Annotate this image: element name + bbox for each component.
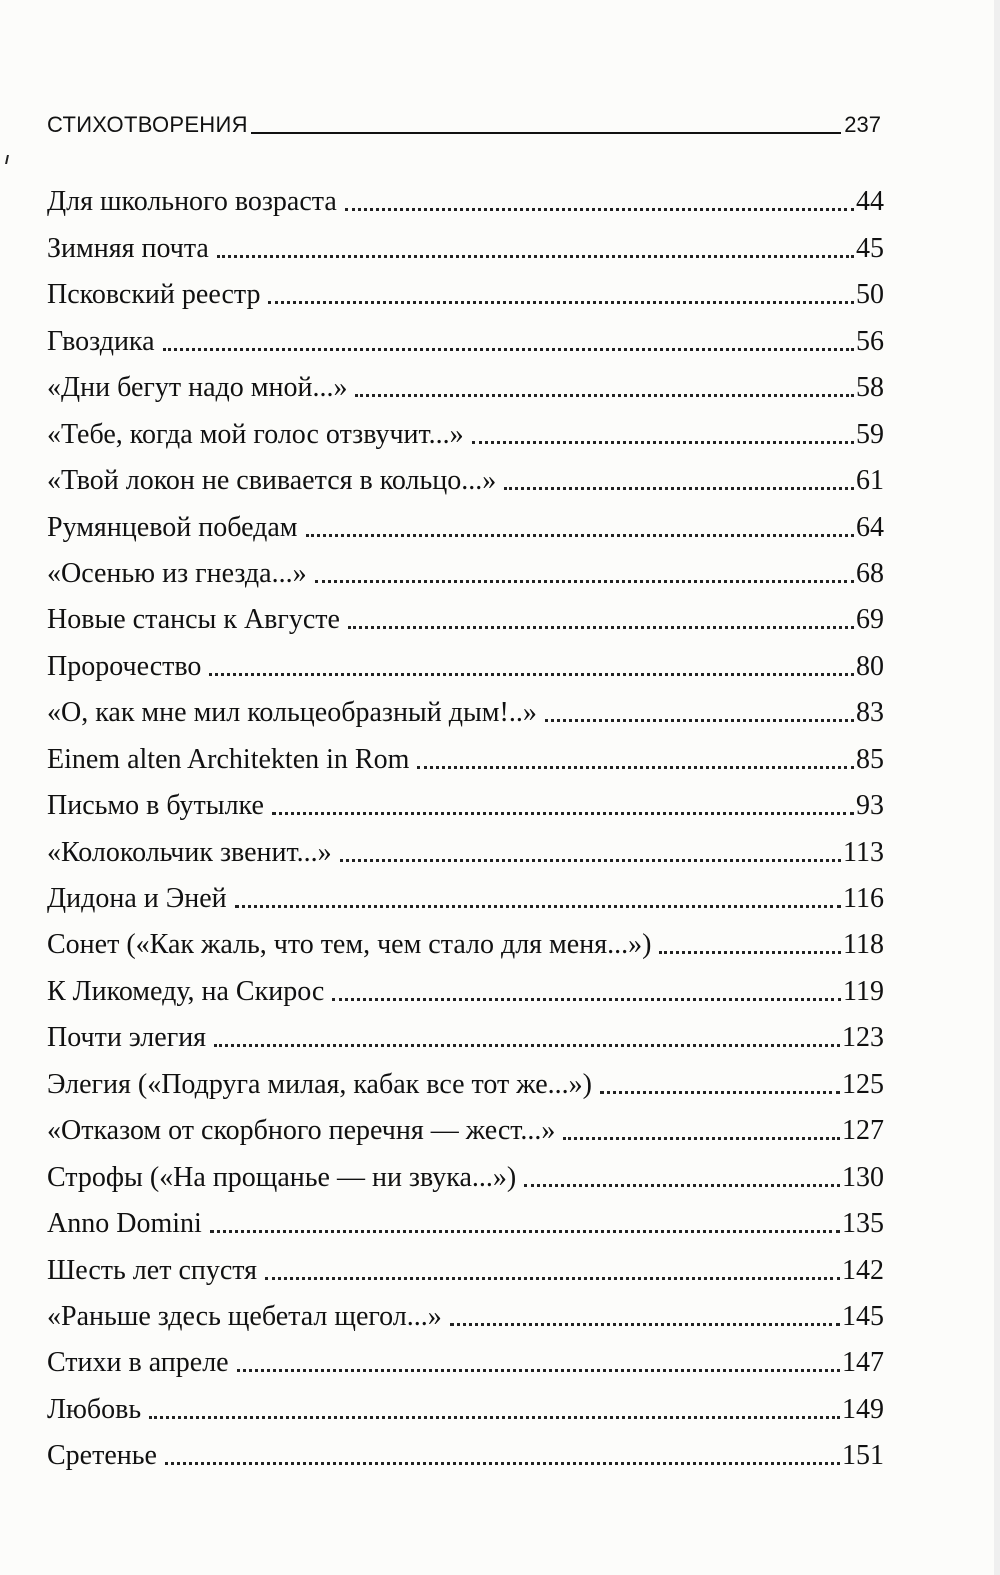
running-head xyxy=(47,104,881,138)
toc-entry-page: 68 xyxy=(856,557,884,589)
toc-entry xyxy=(47,358,884,404)
toc-entry-page: 147 xyxy=(842,1347,884,1379)
section-title: СТИХОТВОРЕНИЯ xyxy=(47,112,248,137)
toc-entry-title: Почти элегия xyxy=(47,1022,207,1054)
table-of-contents xyxy=(47,172,884,1472)
dot-leader xyxy=(235,905,841,908)
toc-entry-title: Письмо в бутылке xyxy=(47,790,264,822)
toc-entry-title: «Дни бегут надо мной...» xyxy=(47,372,348,404)
toc-entry-title: Пророчество xyxy=(47,650,202,682)
toc-entry-title: Сонет («Как жаль, что тем, чем стало для меня...») xyxy=(47,929,652,961)
dot-leader xyxy=(332,998,841,1001)
toc-entry-title: «Твой локон не свивается в кольцо...» xyxy=(47,465,497,497)
toc-entry-title: Для школьного возраста xyxy=(47,186,337,218)
toc-entry-page: 50 xyxy=(856,279,884,311)
toc-entry-title: Сретенье xyxy=(47,1440,157,1472)
toc-entry-title: Строфы («На прощанье — ни звука...») xyxy=(47,1161,517,1193)
toc-entry xyxy=(47,636,884,682)
toc-entry xyxy=(47,1240,884,1286)
toc-entry-page: 44 xyxy=(856,186,884,218)
toc-entry-page: 58 xyxy=(856,372,884,404)
dot-leader xyxy=(504,487,854,490)
dot-leader xyxy=(524,1184,840,1187)
toc-entry-page: 119 xyxy=(843,975,884,1007)
toc-entry-title: Любовь xyxy=(47,1393,142,1425)
dot-leader xyxy=(210,1230,840,1233)
toc-entry-title: Гвоздика xyxy=(47,325,155,357)
dot-leader xyxy=(165,1462,840,1465)
toc-entry xyxy=(47,776,884,822)
toc-entry-title: «Колокольчик звенит...» xyxy=(47,836,332,868)
dot-leader xyxy=(545,719,854,722)
toc-entry xyxy=(47,1101,884,1147)
toc-entry xyxy=(47,172,884,218)
dot-leader xyxy=(237,1369,840,1372)
dot-leader xyxy=(265,1277,840,1280)
toc-entry-page: 64 xyxy=(856,511,884,543)
toc-entry xyxy=(47,544,884,590)
toc-entry-page: 135 xyxy=(842,1208,884,1240)
dot-leader xyxy=(214,1044,840,1047)
toc-entry-page: 59 xyxy=(856,418,884,450)
toc-entry xyxy=(47,265,884,311)
toc-entry xyxy=(47,1147,884,1193)
toc-entry xyxy=(47,1008,884,1054)
toc-entry-title: К Ликомеду, на Скирос xyxy=(47,975,325,1007)
toc-entry-title: «Отказом от скорбного перечня — жест...» xyxy=(47,1115,556,1147)
toc-entry xyxy=(47,590,884,636)
toc-entry xyxy=(47,683,884,729)
dot-leader xyxy=(472,441,854,444)
toc-entry-title: «О, как мне мил кольцеобразный дым!..» xyxy=(47,697,537,729)
dot-leader xyxy=(209,673,854,676)
toc-entry xyxy=(47,869,884,915)
toc-entry xyxy=(47,961,884,1007)
toc-entry-page: 80 xyxy=(856,650,884,682)
dot-leader xyxy=(217,255,854,258)
page-number: 237 xyxy=(844,112,881,137)
toc-entry-page: 118 xyxy=(843,929,884,961)
scan-artifact xyxy=(5,155,9,164)
toc-entry-title: «Тебе, когда мой голос отзвучит...» xyxy=(47,418,464,450)
toc-entry-page: 85 xyxy=(856,743,884,775)
toc-entry-page: 113 xyxy=(843,836,884,868)
dot-leader xyxy=(345,208,854,211)
toc-entry-title: «Раньше здесь щебетал щегол...» xyxy=(47,1300,442,1332)
toc-entry-page: 130 xyxy=(842,1161,884,1193)
toc-entry xyxy=(47,404,884,450)
toc-entry-page: 116 xyxy=(843,883,884,914)
dot-leader xyxy=(600,1091,840,1094)
toc-entry-page: 83 xyxy=(856,697,884,729)
toc-entry-page: 56 xyxy=(856,325,884,357)
dot-leader xyxy=(306,534,854,537)
toc-entry-title: Новые стансы к Августе xyxy=(47,604,340,636)
dot-leader xyxy=(348,626,854,629)
toc-entry-title: Зимняя почта xyxy=(47,232,209,264)
toc-entry xyxy=(47,497,884,543)
dot-leader xyxy=(355,394,854,397)
toc-entry-page: 142 xyxy=(842,1254,884,1286)
toc-entry xyxy=(47,1379,884,1425)
dot-leader xyxy=(272,812,854,815)
toc-entry-page: 127 xyxy=(842,1115,884,1147)
dot-leader xyxy=(450,1323,840,1326)
dot-leader xyxy=(340,859,841,862)
toc-entry-title: Einem alten Architekten in Rom xyxy=(47,743,410,775)
toc-entry-page: 61 xyxy=(856,465,884,497)
toc-entry-page: 151 xyxy=(842,1440,884,1472)
header-rule xyxy=(251,132,841,134)
dot-leader xyxy=(563,1137,840,1140)
dot-leader xyxy=(268,301,854,304)
dot-leader xyxy=(149,1416,840,1419)
dot-leader xyxy=(417,766,854,769)
toc-entry-page: 123 xyxy=(842,1022,884,1054)
toc-entry xyxy=(47,822,884,868)
toc-entry xyxy=(47,729,884,775)
toc-entry-title: Anno Domini xyxy=(47,1208,202,1240)
toc-entry-title: «Осенью из гнезда...» xyxy=(47,557,307,589)
toc-entry-page: 69 xyxy=(856,604,884,636)
toc-entry xyxy=(47,1194,884,1240)
toc-entry xyxy=(47,451,884,497)
toc-entry-page: 93 xyxy=(856,790,884,822)
toc-entry-page: 145 xyxy=(842,1300,884,1332)
toc-entry xyxy=(47,311,884,357)
dot-leader xyxy=(659,951,841,954)
toc-entry-title: Румянцевой победам xyxy=(47,511,298,543)
toc-entry-page: 149 xyxy=(842,1393,884,1425)
toc-entry-title: Элегия («Подруга милая, кабак все тот же...») xyxy=(47,1068,592,1100)
toc-entry-page: 125 xyxy=(842,1068,884,1100)
toc-entry-title: Стихи в апреле xyxy=(47,1347,229,1379)
toc-entry-title: Псковский реестр xyxy=(47,279,261,311)
dot-leader xyxy=(315,580,854,583)
toc-entry-title: Шесть лет спустя xyxy=(47,1254,258,1286)
toc-entry xyxy=(47,1287,884,1333)
dot-leader xyxy=(163,348,854,351)
toc-entry xyxy=(47,915,884,961)
toc-entry xyxy=(47,218,884,264)
toc-entry xyxy=(47,1333,884,1379)
toc-entry xyxy=(47,1054,884,1100)
toc-entry xyxy=(47,1426,884,1472)
toc-entry-title: Дидона и Эней xyxy=(47,883,227,914)
toc-entry-page: 45 xyxy=(856,232,884,264)
